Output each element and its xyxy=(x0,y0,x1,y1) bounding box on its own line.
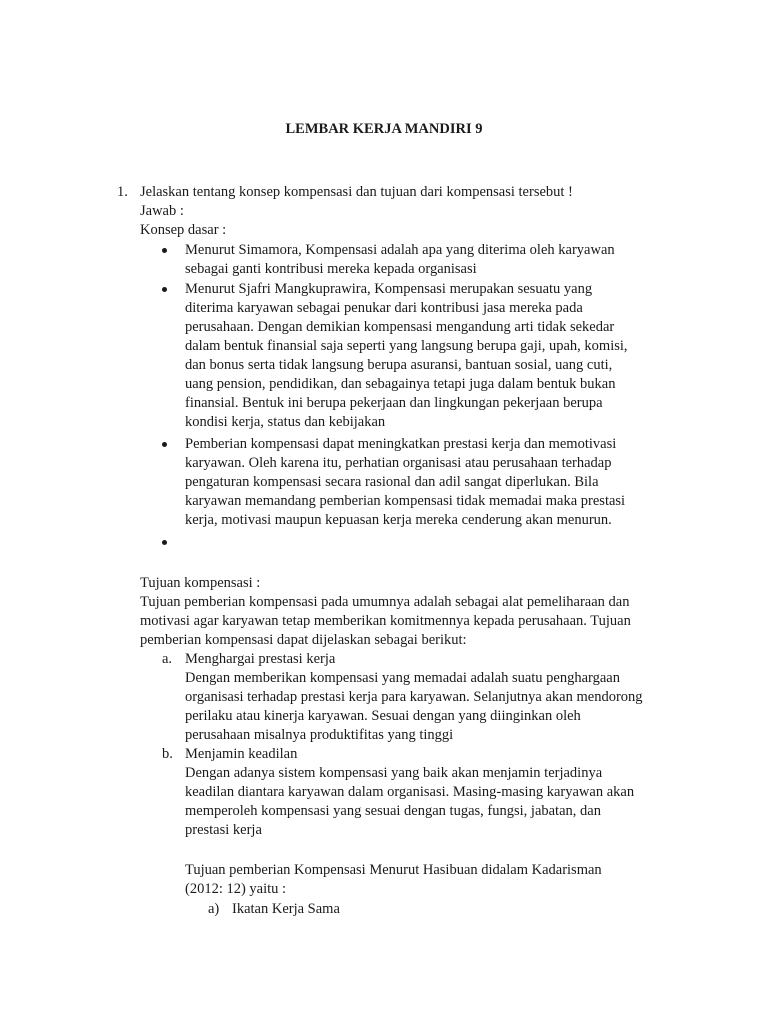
bullet-text xyxy=(185,435,705,530)
text-line: pengaturan kompensasi secara rasional dan adil sangat diperlukan. Bila xyxy=(185,474,599,490)
purpose-heading: Menghargai prestasi kerja xyxy=(185,651,336,667)
purpose-item-text xyxy=(185,745,705,840)
text-line: Menurut Sjafri Mangkuprawira, Kompensasi merupakan sesuatu yang xyxy=(185,281,593,297)
text-line: Menurut Simamora, Kompensasi adalah apa yang diterima oleh karyawan xyxy=(185,242,615,258)
bullet-text xyxy=(185,280,705,432)
bullet-icon xyxy=(162,287,167,292)
concept-label: Konsep dasar : xyxy=(140,222,227,238)
question-text: Jelaskan tentang konsep kompensasi dan tujuan dari kompensasi tersebut ! xyxy=(140,184,573,200)
text-line: sebagai ganti kontribusi mereka kepada organisasi xyxy=(185,261,477,277)
text-line: memperoleh kompensasi yang sesuai dengan tugas, fungsi, jabatan, dan xyxy=(185,803,601,819)
text-line: (2012: 12) yaitu : xyxy=(185,881,287,897)
purpose-intro xyxy=(140,593,700,650)
bullet-icon xyxy=(162,442,167,447)
text-line: Dengan memberikan kompensasi yang memadai adalah suatu penghargaan xyxy=(185,670,620,686)
purpose-heading: Menjamin keadilan xyxy=(185,746,298,762)
hasibuan-item-label: a) xyxy=(208,901,220,917)
text-line: Dengan adanya sistem kompensasi yang baik akan menjamin terjadinya xyxy=(185,765,603,781)
text-line: kondisi kerja, status dan kebijakan xyxy=(185,414,386,430)
text-line: motivasi agar karyawan tetap memberikan komitmennya kepada perusahaan. Tujuan xyxy=(140,613,631,629)
text-line: karyawan. Oleh karena itu, perhatian organisasi atau perusahaan terhadap xyxy=(185,455,612,471)
text-line: Tujuan pemberian Kompensasi Menurut Hasibuan didalam Kadarisman xyxy=(185,862,602,878)
text-line: uang pension, pendidikan, dan sebagainya tetapi juga dalam bentuk bukan xyxy=(185,376,616,392)
text-line: dalam bentuk finansial saja seperti yang langsung berupa gaji, upah, komisi, xyxy=(185,338,628,354)
text-line: perusahaan. Dengan demikian kompensasi mengandung arti tidak sekedar xyxy=(185,319,615,335)
hasibuan-item-text: Ikatan Kerja Sama xyxy=(232,901,340,917)
hasibuan-text xyxy=(185,861,705,899)
purpose-item-label: a. xyxy=(162,651,173,667)
text-line: keadilan diantara karyawan dalam organisasi. Masing-masing karyawan akan xyxy=(185,784,635,800)
purpose-item-text xyxy=(185,650,705,745)
text-line: pemberian kompensasi dapat dijelaskan sebagai berikut: xyxy=(140,632,467,648)
bullet-text xyxy=(185,241,705,279)
text-line: organisasi terhadap prestasi kerja para karyawan. Selanjutnya akan mendorong xyxy=(185,689,643,705)
text-line: finansial. Bentuk ini berupa pekerjaan dan lingkungan pekerjaan berupa xyxy=(185,395,603,411)
text-line: karyawan memandang pemberian kompensasi tidak memadai maka prestasi xyxy=(185,493,626,509)
text-line: prestasi kerja xyxy=(185,822,262,838)
text-line: kerja, motivasi maupun kepuasan kerja mereka cenderung akan menurun. xyxy=(185,512,612,528)
text-line: diterima karyawan sebagai penukar dari kontribusi jasa mereka pada xyxy=(185,300,583,316)
text-line: dan bonus serta tidak langsung berupa asuransi, bantuan sosial, uang cuti, xyxy=(185,357,613,373)
bullet-icon xyxy=(162,540,167,545)
answer-label: Jawab : xyxy=(140,203,184,219)
text-line: Pemberian kompensasi dapat meningkatkan prestasi kerja dan memotivasi xyxy=(185,436,617,452)
text-line: perusahaan misalnya produktifitas yang tinggi xyxy=(185,727,454,743)
text-line: Tujuan pemberian kompensasi pada umumnya adalah sebagai alat pemeliharaan dan xyxy=(140,594,630,610)
question-number: 1. xyxy=(117,184,128,200)
bullet-icon xyxy=(162,248,167,253)
document-title: LEMBAR KERJA MANDIRI 9 xyxy=(285,121,483,137)
text-line: perilaku atau kinerja karyawan. Sesuai dengan yang diinginkan oleh xyxy=(185,708,581,724)
purpose-item-label: b. xyxy=(162,746,173,762)
purpose-label: Tujuan kompensasi : xyxy=(140,575,261,591)
